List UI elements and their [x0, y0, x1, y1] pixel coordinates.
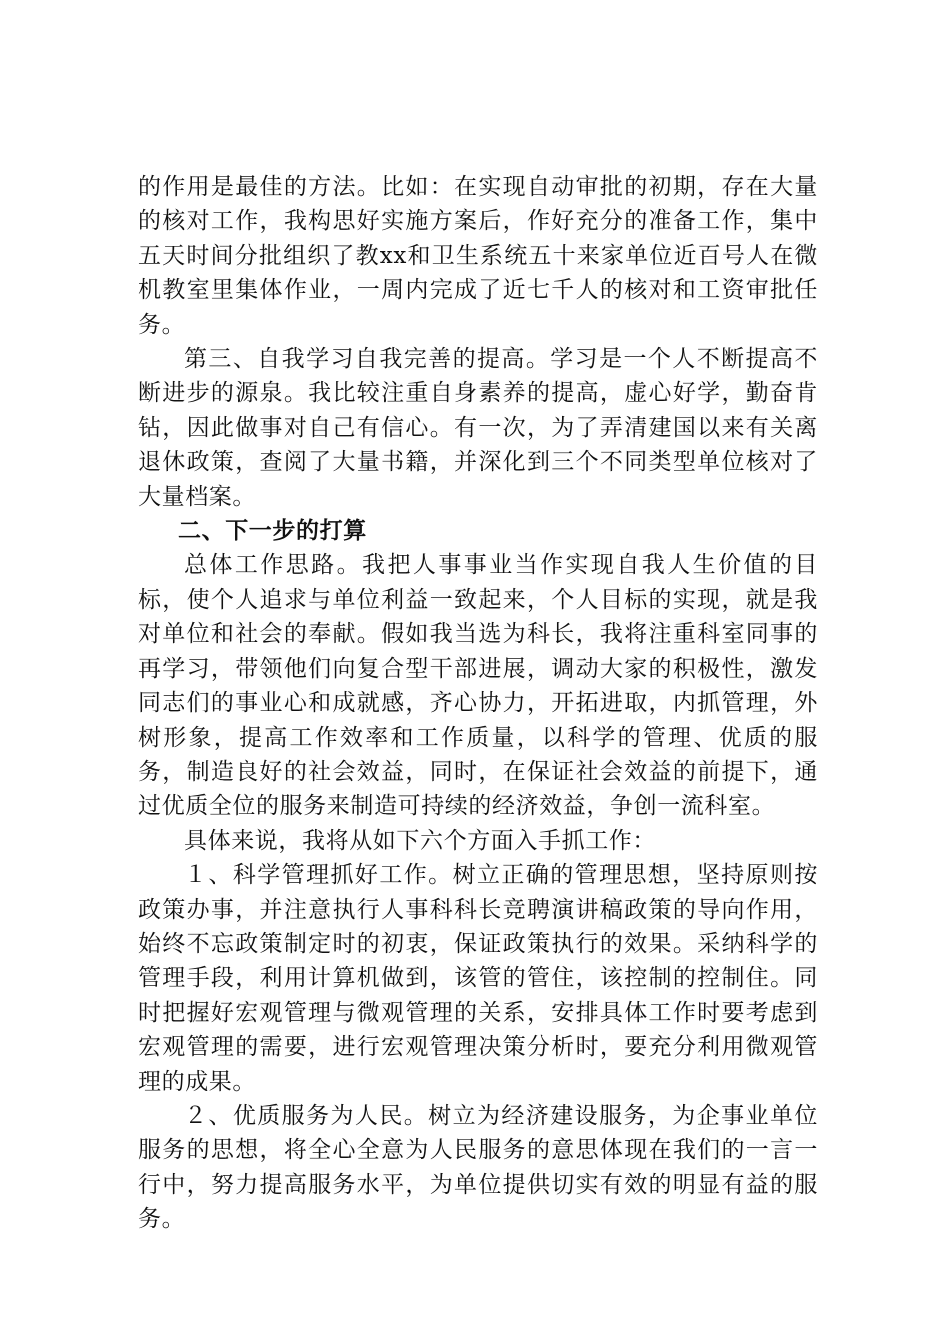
section-heading-next-steps: 二、下一步的打算: [178, 518, 367, 545]
paragraph-overall-approach: 总体工作思路。我把人事事业当作实现自我人生价值的目标，使个人追求与单位利益一致起来，个人目标的实现，就是我对单位和社会的奉献。假如我当选为科长，我将注重科室同事的再学习，带领他们向复合型干部进展，调动大家的积极性，激发同志们的事业心和成就感，齐心协力，开拓进取，内抓管理，外树形象，提高工作效率和工作质量，以科学的管理、优质的服务，制造良好的社会效益，同时，在保证社会效益的前提下，通过优质全位的服务来制造可持续的经济效益，争创一流科室。: [138, 552, 818, 820]
document-body: [138, 170, 818, 1237]
paragraph-self-learning: 第三、自我学习自我完善的提高。学习是一个人不断提高不断进步的源泉。我比较注重自身素养的提高，虚心好学，勤奋肯钻，因此做事对自己有信心。有一次，为了弄清建国以来有关离退休政策，查阅了大量书籍，并深化到三个不同类型单位核对了大量档案。: [138, 346, 818, 510]
paragraph-approval-example: 的作用是最佳的方法。比如：在实现自动审批的初期，存在大量的核对工作，我构思好实施方案后，作好充分的准备工作，集中五天时间分批组织了教xx和卫生系统五十来家单位近百号人在微机教室里集体作业，一周内完成了近七千人的核对和工资审批任务。: [138, 174, 818, 338]
paragraph-six-aspects-intro: 具体来说，我将从如下六个方面入手抓工作：: [184, 827, 656, 854]
paragraph-item-1-management: １、科学管理抓好工作。树立正确的管理思想，坚持原则按政策办事，并注意执行人事科科长竞聘演讲稿政策的导向作用，始终不忘政策制定时的初衷，保证政策执行的效果。采纳科学的管理手段，利用计算机做到，该管的管住，该控制的控制住。同时把握好宏观管理与微观管理的关系，安排具体工作时要考虑到宏观管理的需要，进行宏观管理决策分析时，要充分利用微观管理的成果。: [138, 862, 818, 1095]
paragraph-item-2-service: ２、优质服务为人民。树立为经济建设服务，为企事业单位服务的思想，将全心全意为人民服务的意思体现在我们的一言一行中，努力提高服务水平，为单位提供切实有效的明显有益的服务。: [138, 1102, 818, 1233]
